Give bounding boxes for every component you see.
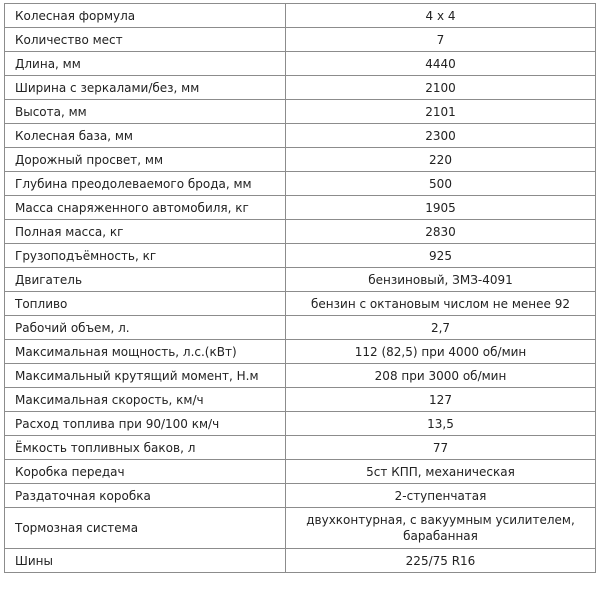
param-cell: Максимальная мощность, л.с.(кВт) xyxy=(5,340,286,364)
table-row xyxy=(5,244,596,268)
param-cell: Глубина преодолеваемого брода, мм xyxy=(5,172,286,196)
table-row xyxy=(5,148,596,172)
table-row xyxy=(5,316,596,340)
spec-table xyxy=(4,3,596,573)
value-cell: 1905 xyxy=(286,196,596,220)
value-cell: бензиновый, ЗМЗ-4091 xyxy=(286,268,596,292)
param-cell: Ширина с зеркалами/без, мм xyxy=(5,76,286,100)
value-cell: двухконтурная, с вакуумным усилителем, барабанная xyxy=(286,508,596,549)
param-cell: Тормозная система xyxy=(5,508,286,549)
table-row xyxy=(5,196,596,220)
value-cell: 208 при 3000 об/мин xyxy=(286,364,596,388)
table-row xyxy=(5,28,596,52)
value-cell: 77 xyxy=(286,436,596,460)
param-cell: Ёмкость топливных баков, л xyxy=(5,436,286,460)
param-cell: Двигатель xyxy=(5,268,286,292)
param-cell: Раздаточная коробка xyxy=(5,484,286,508)
value-cell: 220 xyxy=(286,148,596,172)
value-cell: 2100 xyxy=(286,76,596,100)
table-row xyxy=(5,292,596,316)
param-cell: Количество мест xyxy=(5,28,286,52)
value-cell: 500 xyxy=(286,172,596,196)
value-cell: 2830 xyxy=(286,220,596,244)
value-cell: 127 xyxy=(286,388,596,412)
param-cell: Шины xyxy=(5,549,286,573)
param-cell: Коробка передач xyxy=(5,460,286,484)
value-cell: 7 xyxy=(286,28,596,52)
param-cell: Колесная база, мм xyxy=(5,124,286,148)
value-cell: бензин с октановым числом не менее 92 xyxy=(286,292,596,316)
param-cell: Высота, мм xyxy=(5,100,286,124)
param-cell: Грузоподъёмность, кг xyxy=(5,244,286,268)
value-cell: 2-ступенчатая xyxy=(286,484,596,508)
param-cell: Полная масса, кг xyxy=(5,220,286,244)
table-row xyxy=(5,4,596,28)
value-cell: 2300 xyxy=(286,124,596,148)
table-row xyxy=(5,124,596,148)
param-cell: Расход топлива при 90/100 км/ч xyxy=(5,412,286,436)
table-row xyxy=(5,220,596,244)
value-cell: 225/75 R16 xyxy=(286,549,596,573)
param-cell: Масса снаряженного автомобиля, кг xyxy=(5,196,286,220)
value-cell: 5ст КПП, механическая xyxy=(286,460,596,484)
value-cell: 2101 xyxy=(286,100,596,124)
value-cell: 925 xyxy=(286,244,596,268)
param-cell: Дорожный просвет, мм xyxy=(5,148,286,172)
table-row xyxy=(5,364,596,388)
param-cell: Колесная формула xyxy=(5,4,286,28)
table-row xyxy=(5,460,596,484)
table-row xyxy=(5,412,596,436)
value-cell: 112 (82,5) при 4000 об/мин xyxy=(286,340,596,364)
value-cell: 4440 xyxy=(286,52,596,76)
table-row xyxy=(5,100,596,124)
table-row xyxy=(5,76,596,100)
value-cell: 13,5 xyxy=(286,412,596,436)
table-row xyxy=(5,549,596,573)
param-cell: Максимальный крутящий момент, Н.м xyxy=(5,364,286,388)
table-row xyxy=(5,484,596,508)
value-cell: 2,7 xyxy=(286,316,596,340)
param-cell: Рабочий объем, л. xyxy=(5,316,286,340)
table-row xyxy=(5,436,596,460)
table-row xyxy=(5,340,596,364)
table-row xyxy=(5,268,596,292)
table-row xyxy=(5,388,596,412)
param-cell: Топливо xyxy=(5,292,286,316)
table-row xyxy=(5,52,596,76)
value-cell: 4 х 4 xyxy=(286,4,596,28)
table-row xyxy=(5,172,596,196)
param-cell: Длина, мм xyxy=(5,52,286,76)
table-row xyxy=(5,508,596,549)
spec-table-body xyxy=(5,4,596,573)
param-cell: Максимальная скорость, км/ч xyxy=(5,388,286,412)
